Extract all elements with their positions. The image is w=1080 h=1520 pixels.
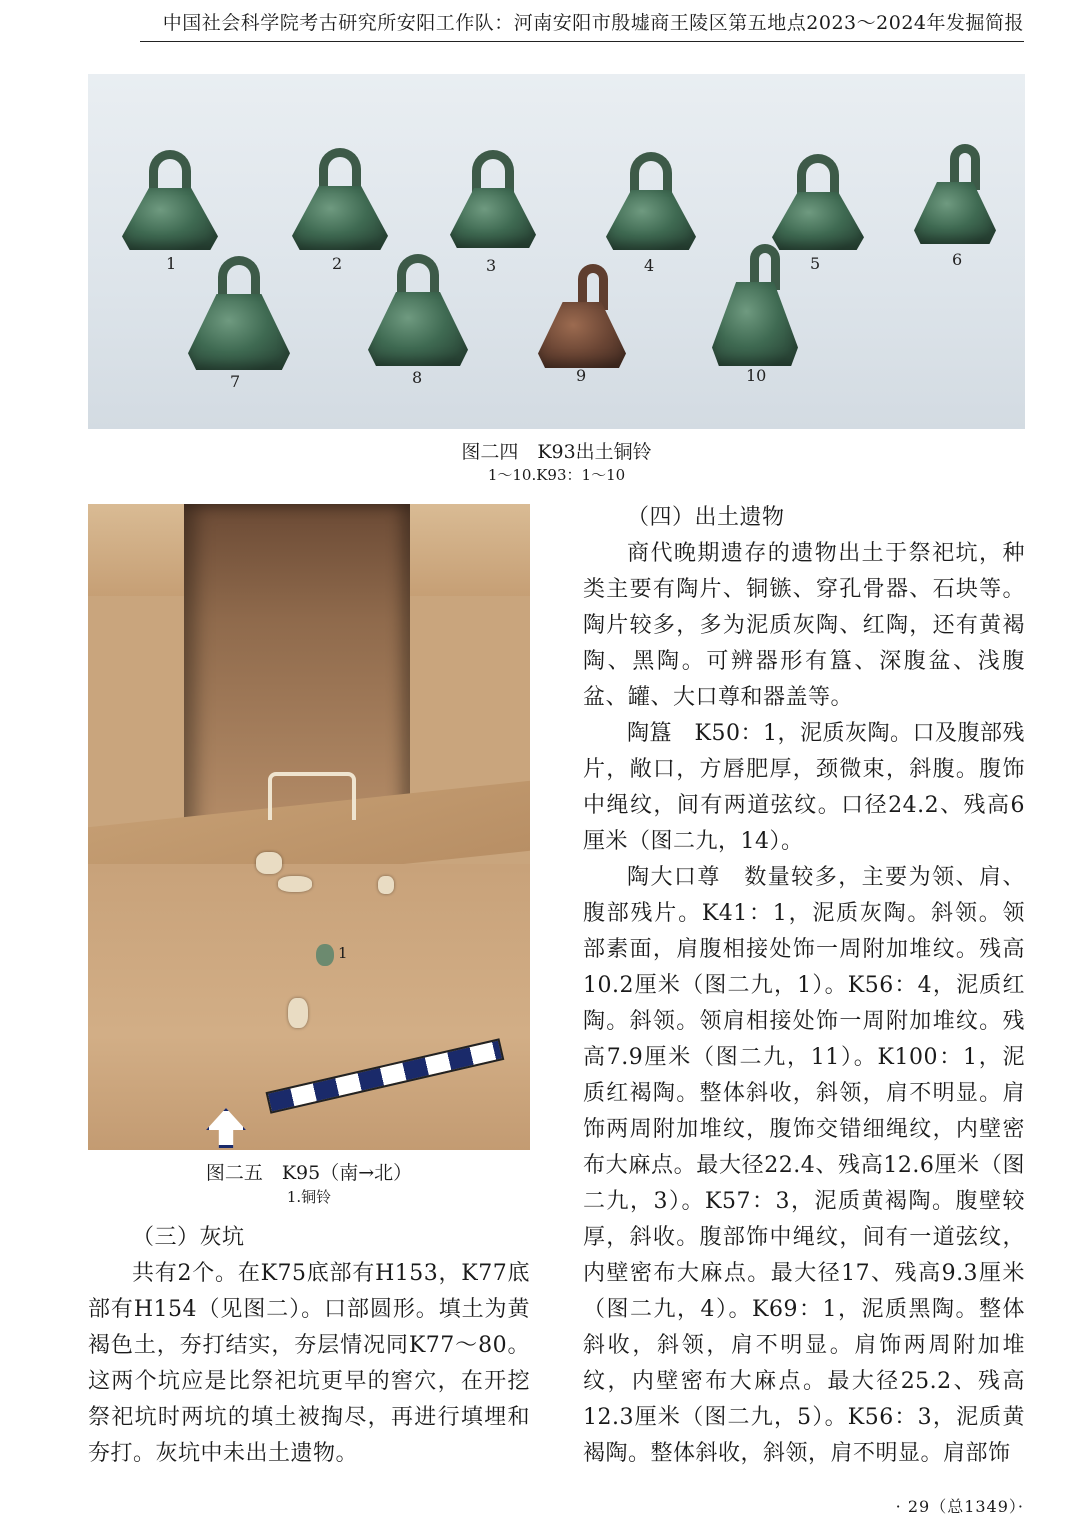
bell-number: 2 (332, 254, 343, 273)
bone-remains (256, 852, 282, 874)
bronze-bell-find (316, 944, 334, 966)
left-column (88, 1220, 530, 1472)
body-paragraph: 商代晚期遗存的遗物出土于祭祀坑，种类主要有陶片、铜镞、穿孔骨器、石块等。陶片较多，多为泥质灰陶、红陶，还有黄褐陶、黑陶。可辨器形有簋、深腹盆、浅腹盆、罐、大口尊和器盖等。 (583, 541, 1025, 710)
page-number: · 29（总1349）· (895, 1497, 1024, 1516)
figure-24-caption (88, 440, 1025, 486)
bone-remains (288, 998, 308, 1028)
skeleton-remains (268, 772, 356, 820)
figure-caption-sub: 1.铜铃 (286, 1188, 332, 1206)
bronze-bell-5 (772, 154, 864, 250)
body-paragraph: 陶簋 K50：1，泥质灰陶。口及腹部残片，敞口，方唇肥厚，颈微束，斜腹。腹饰中绳纹，间有两道弦纹。口径24.2、残高6厘米（图二九，14）。 (583, 721, 1025, 854)
figure-24-photo (88, 74, 1025, 429)
body-paragraph: 共有2个。在K75底部有H153，K77底部有H154（见图二）。口部圆形。填土为黄褐色土，夯打结实，夯层情况同K77～80。这两个坑应是比祭祀坑更早的窖穴，在开挖祭祀坑时两坑的填土被掏尽，再进行填埋和夯打。灰坑中未出土遗物。 (88, 1261, 530, 1466)
figure-25-photo (88, 504, 530, 1150)
section-heading: （三）灰坑 (132, 1225, 245, 1250)
bell-number: 5 (810, 254, 821, 273)
bell-number: 8 (412, 368, 423, 387)
bronze-bell-2 (292, 148, 388, 250)
figure-caption-title: 图二五 K95（南→北） (205, 1162, 413, 1184)
figure-25-caption (88, 1160, 530, 1208)
find-label: 1 (338, 944, 348, 962)
section-heading: （四）出土遗物 (627, 505, 785, 530)
bell-number: 10 (746, 366, 767, 385)
bone-remains (378, 876, 394, 894)
bronze-bell-10 (712, 244, 798, 366)
bell-number: 9 (576, 366, 587, 385)
bronze-bell-9 (538, 264, 626, 368)
bronze-bell-7 (188, 256, 290, 370)
bell-number: 6 (952, 250, 963, 269)
bell-number: 3 (486, 256, 497, 275)
bronze-bell-6 (914, 144, 996, 244)
bronze-bell-1 (122, 150, 218, 250)
figure-caption-sub: 1～10.K93：1～10 (487, 466, 626, 484)
bronze-bell-4 (606, 152, 696, 250)
figure-caption-title: 图二四 K93出土铜铃 (461, 441, 652, 463)
bell-number: 7 (230, 372, 241, 391)
running-header: 中国社会科学院考古研究所安阳工作队：河南安阳市殷墟商王陵区第五地点2023～2024年发掘简报 (140, 8, 1024, 42)
bell-number: 4 (644, 256, 655, 275)
body-paragraph: 陶大口尊 数量较多，主要为领、肩、腹部残片。K41：1，泥质灰陶。斜领。领部素面，肩腹相接处饰一周附加堆纹。残高10.2厘米（图二九，1）。K56：4，泥质红陶。斜领。领肩相接处饰一周附加堆纹。残高7.9厘米（图二九，11）。K100：1，泥质红褐陶。整体斜收，斜领，肩不明显。肩饰两周附加堆纹，腹饰交错细绳纹，内壁密布大麻点。最大径22.4、残高12.6厘米（图二九，3）。K57：3，泥质黄褐陶。腹壁较厚，斜收。腹部饰中绳纹，间有一道弦纹，内壁密布大麻点。最大径17、残高9.3厘米（图二九，4）。K69：1，泥质黑陶。整体斜收，斜领，肩不明显。肩饰两周附加堆纹，内壁密布大麻点。最大径25.2、残高12.3厘米（图二九，5）。K56：3，泥质黄褐陶。整体斜收，斜领，肩不明显。肩部饰 (583, 865, 1025, 1466)
right-column (583, 500, 1025, 1472)
bronze-bell-3 (450, 150, 536, 248)
bronze-bell-8 (368, 254, 468, 366)
bone-remains (278, 876, 312, 892)
bell-number: 1 (166, 254, 177, 273)
